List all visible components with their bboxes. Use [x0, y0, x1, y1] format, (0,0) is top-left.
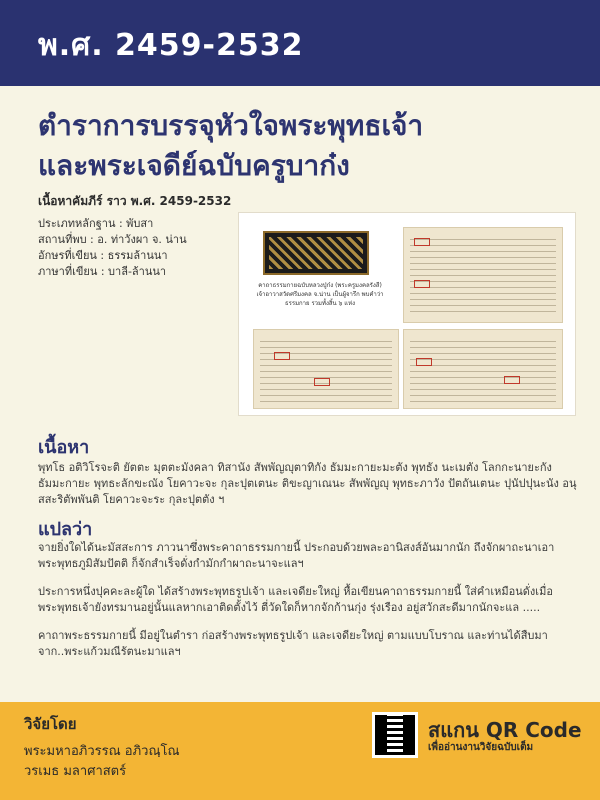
- scan-qr-title: สแกน QR Code: [428, 718, 582, 742]
- manuscript-cover-image: [263, 231, 369, 275]
- manuscript-leaf-bottom-left: [253, 329, 399, 409]
- translation-heading: แปลว่า: [38, 519, 93, 540]
- metadata-list: [38, 216, 248, 280]
- meta-script: อักษรที่เขียน : ธรรมล้านนา: [38, 249, 168, 262]
- title-line-1: ตำราการบรรจุหัวใจพระพุทธเจ้า: [38, 109, 424, 142]
- document-subtitle: เนื้อหาคัมภีร์ ราว พ.ศ. 2459-2532: [38, 194, 232, 208]
- translation-text: [38, 540, 578, 672]
- photo-caption: คาถาธรรมกายฉบับหลวงปู่ก๋ง (พระครูมงคลรังสี) เจ้าอาวาสวัดศรีมงคล จ.น่าน เป็นผู้จารึก พบคำว่า ธรรมกาย รวมทั้งสิ้น ๖ แห่ง: [256, 282, 384, 307]
- qr-code-icon[interactable]: [372, 712, 418, 758]
- header-band: [0, 0, 600, 86]
- content-text: พุทโธ อติวิโรจะติ ยัตตะ มุตตะมังคลา ทิสานัง สัพพัญญุตาทิกัง ธัมมะกายะมะตัง พุทธัง นะเมตัง โลกกะนายะกัง ธัมมะกายะ พุทธะลักขะณัง โยคาวะจะ กุละปุตเตนะ ติขะญาเณนะ สัพพัญญุ พุทธะภาวัง ปัตถันเตนะ ปุนัปปุนะนัง อนุสสะริตัพพันติ โยคาวะจะระ กุละปุตตัง ฯ: [38, 461, 577, 506]
- footer-band: [0, 702, 600, 800]
- translation-paragraph-2: ประการหนึ่งปุคคะละผู้ใด ได้สร้างพระพุทธรูปเจ้า และเจดียะใหญ่ หื้อเขียนคาถาธรรมกายนี้ ใส่คำเหมือนดั่งเมื่อ พระพุทธเจ้ายังทรมานอยู่นั้นแลหากเอาติดตั้งไว้ ตี่วัดใดก็หากจักก้านกุ่ง รุ่งเรือง อยู่สวักสะดีมากนักจะแล .....: [38, 585, 553, 614]
- translation-paragraph-1: จายยิ่งใดได้นะมัสสะการ ภาวนาซึ่งพระคาถาธรรมกายนี้ ประกอบด้วยพละอานิสงส์อันมากนัก ถึงจักผาถะนาเอาพระพุทธภูมิสัมปัตติ ก็จักสำเร็จดั่งกำมักกำผาถะนาจะแลฯ: [38, 541, 555, 570]
- researcher-1: พระมหาอภิวรรณ อภิวณฺโณ: [24, 744, 180, 759]
- meta-evidence-type: ประเภทหลักฐาน : พับสา: [38, 217, 154, 230]
- content-heading: เนื้อหา: [38, 437, 90, 458]
- title-line-2: และพระเจดีย์ฉบับครูบาก๋ง: [38, 149, 350, 182]
- document-title: [38, 106, 578, 186]
- researcher-2: วรเมธ มลาศาสตร์: [24, 764, 127, 779]
- scan-qr-subtitle: เพื่ออ่านงานวิจัยฉบับเต็ม: [428, 742, 534, 753]
- meta-language: ภาษาที่เขียน : บาลี-ล้านนา: [38, 265, 167, 278]
- research-by-label: วิจัยโดย: [24, 715, 77, 733]
- manuscript-photo: [238, 212, 576, 416]
- manuscript-leaf-top-right: [403, 227, 563, 323]
- era-label: พ.ศ. 2459-2532: [38, 28, 304, 63]
- translation-paragraph-3: คาถาพระธรรมกายนี้ มีอยู่ในตำรา ก่อสร้างพระพุทธรูปเจ้า และเจดียะใหญ่ ตามแบบโบราณ และท่านได้สืบมา จาก..พระแก้วมณีรัตนะมาแลฯ: [38, 629, 548, 658]
- manuscript-leaf-bottom-right: [403, 329, 563, 409]
- meta-location: สถานที่พบ : อ. ท่าวังผา จ. น่าน: [38, 233, 187, 246]
